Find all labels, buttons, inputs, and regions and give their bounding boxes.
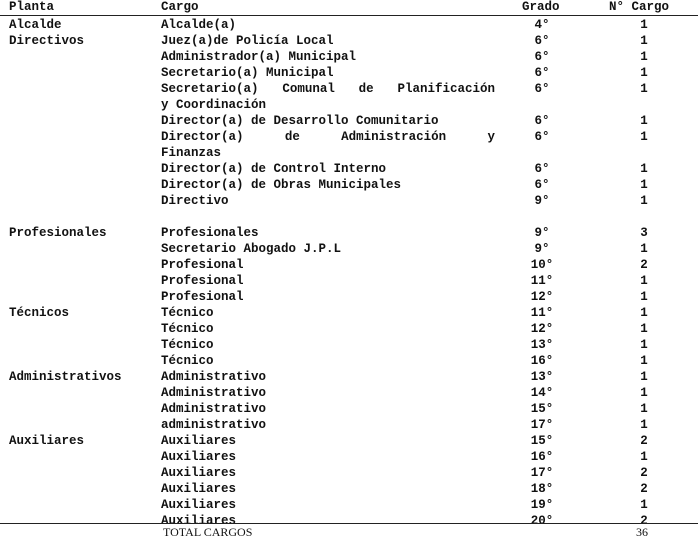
table-row bbox=[0, 49, 698, 65]
table-row bbox=[0, 337, 698, 353]
cargo-cell-continuation: Finanzas bbox=[161, 146, 222, 160]
table-row bbox=[0, 257, 698, 273]
num-cargo-cell: 1 bbox=[640, 66, 648, 80]
table-row bbox=[0, 33, 698, 49]
header-grado: Grado bbox=[522, 0, 560, 14]
table-row bbox=[0, 193, 698, 209]
num-cargo-cell: 1 bbox=[640, 82, 648, 96]
table-row bbox=[0, 465, 698, 481]
cargo-cell: Técnico bbox=[161, 322, 214, 336]
cargo-cell: Administrativo bbox=[161, 402, 267, 416]
table-row bbox=[0, 129, 698, 161]
total-label: TOTAL CARGOS bbox=[163, 525, 253, 539]
grado-cell: 6° bbox=[534, 114, 550, 128]
cargo-cell: Juez(a)de Policía Local bbox=[161, 34, 334, 48]
grado-cell: 9° bbox=[534, 194, 550, 208]
num-cargo-cell: 2 bbox=[640, 466, 648, 480]
num-cargo-cell: 1 bbox=[640, 498, 648, 512]
table-row bbox=[0, 369, 698, 385]
grado-cell: 11° bbox=[530, 274, 554, 288]
num-cargo-cell: 2 bbox=[640, 514, 648, 528]
grado-cell: 6° bbox=[534, 162, 550, 176]
cargo-cell: Administrativo bbox=[161, 386, 267, 400]
num-cargo-cell: 1 bbox=[640, 178, 648, 192]
grado-cell: 6° bbox=[534, 34, 550, 48]
num-cargo-cell: 1 bbox=[640, 274, 648, 288]
planta-cell: Auxiliares bbox=[9, 434, 85, 448]
num-cargo-cell: 1 bbox=[640, 450, 648, 464]
cargo-cell: Alcalde(a) bbox=[161, 18, 237, 32]
num-cargo-cell: 1 bbox=[640, 338, 648, 352]
table-row bbox=[0, 177, 698, 193]
table-row bbox=[0, 17, 698, 33]
grado-cell: 19° bbox=[530, 498, 554, 512]
grado-cell: 18° bbox=[530, 482, 554, 496]
grado-cell: 9° bbox=[534, 242, 550, 256]
planta-cell: Administrativos bbox=[9, 370, 122, 384]
table-row bbox=[0, 65, 698, 81]
cargo-cell: Auxiliares bbox=[161, 466, 237, 480]
grado-cell: 16° bbox=[530, 450, 554, 464]
num-cargo-cell: 2 bbox=[640, 434, 648, 448]
planta-cell: Directivos bbox=[9, 34, 85, 48]
num-cargo-cell: 1 bbox=[640, 34, 648, 48]
grado-cell: 6° bbox=[534, 82, 550, 96]
num-cargo-cell: 1 bbox=[640, 114, 648, 128]
grado-cell: 9° bbox=[534, 226, 550, 240]
cargo-cell: Auxiliares bbox=[161, 482, 237, 496]
num-cargo-cell: 1 bbox=[640, 130, 648, 144]
planta-cell: Profesionales bbox=[9, 226, 107, 240]
cargo-cell: Director(a) de Administración y bbox=[161, 130, 495, 144]
num-cargo-cell: 1 bbox=[640, 322, 648, 336]
cargo-cell: Secretario(a) Municipal bbox=[161, 66, 334, 80]
table-row bbox=[0, 305, 698, 321]
table-row bbox=[0, 289, 698, 305]
num-cargo-cell: 1 bbox=[640, 194, 648, 208]
grado-cell: 13° bbox=[530, 370, 554, 384]
num-cargo-cell: 1 bbox=[640, 354, 648, 368]
planta-cell: Alcalde bbox=[9, 18, 62, 32]
cargo-cell: Auxiliares bbox=[161, 514, 237, 528]
cargo-cell-continuation: y Coordinación bbox=[161, 98, 267, 112]
table-row bbox=[0, 241, 698, 257]
table-row bbox=[0, 481, 698, 497]
cargo-cell: Auxiliares bbox=[161, 498, 237, 512]
num-cargo-cell: 1 bbox=[640, 162, 648, 176]
table-row bbox=[0, 81, 698, 113]
num-cargo-cell: 2 bbox=[640, 258, 648, 272]
cargo-cell: Administrativo bbox=[161, 370, 267, 384]
num-cargo-cell: 1 bbox=[640, 402, 648, 416]
table-row bbox=[0, 161, 698, 177]
grado-cell: 20° bbox=[530, 514, 554, 528]
cargo-cell: Auxiliares bbox=[161, 450, 237, 464]
cargo-cell: Técnico bbox=[161, 338, 214, 352]
cargo-cell: Director(a) de Obras Municipales bbox=[161, 178, 402, 192]
cargo-cell: Administrador(a) Municipal bbox=[161, 50, 357, 64]
grado-cell: 6° bbox=[534, 130, 550, 144]
table-row bbox=[0, 433, 698, 449]
num-cargo-cell: 2 bbox=[640, 482, 648, 496]
grado-cell: 12° bbox=[530, 322, 554, 336]
cargo-cell: Directivo bbox=[161, 194, 229, 208]
cargo-cell: Profesionales bbox=[161, 226, 259, 240]
cargo-cell: Director(a) de Desarrollo Comunitario bbox=[161, 114, 439, 128]
grado-cell: 4° bbox=[534, 18, 550, 32]
cargo-cell: Técnico bbox=[161, 306, 214, 320]
planta-cell: Técnicos bbox=[9, 306, 70, 320]
num-cargo-cell: 1 bbox=[640, 242, 648, 256]
cargo-cell: Profesional bbox=[161, 258, 244, 272]
header-cargo: Cargo bbox=[161, 0, 199, 14]
num-cargo-cell: 1 bbox=[640, 290, 648, 304]
cargo-cell: Director(a) de Control Interno bbox=[161, 162, 387, 176]
grado-cell: 6° bbox=[534, 66, 550, 80]
grado-cell: 14° bbox=[530, 386, 554, 400]
table-row bbox=[0, 225, 698, 241]
num-cargo-cell: 1 bbox=[640, 386, 648, 400]
num-cargo-cell: 1 bbox=[640, 50, 648, 64]
table-row bbox=[0, 401, 698, 417]
grado-cell: 10° bbox=[530, 258, 554, 272]
num-cargo-cell: 3 bbox=[640, 226, 648, 240]
grado-cell: 17° bbox=[530, 466, 554, 480]
grado-cell: 12° bbox=[530, 290, 554, 304]
cargo-cell: Profesional bbox=[161, 290, 244, 304]
table-row bbox=[0, 497, 698, 513]
cargo-cell: Auxiliares bbox=[161, 434, 237, 448]
num-cargo-cell: 1 bbox=[640, 370, 648, 384]
grado-cell: 6° bbox=[534, 178, 550, 192]
num-cargo-cell: 1 bbox=[640, 418, 648, 432]
header-planta: Planta bbox=[9, 0, 55, 14]
table-row bbox=[0, 273, 698, 289]
header-num-cargo: N° Cargo bbox=[609, 0, 670, 14]
table-row bbox=[0, 353, 698, 369]
table-row bbox=[0, 513, 698, 529]
cargo-cell: administrativo bbox=[161, 418, 267, 432]
grado-cell: 15° bbox=[530, 402, 554, 416]
grado-cell: 15° bbox=[530, 434, 554, 448]
table-row bbox=[0, 417, 698, 433]
cargo-cell: Técnico bbox=[161, 354, 214, 368]
total-value: 36 bbox=[636, 525, 648, 539]
num-cargo-cell: 1 bbox=[640, 18, 648, 32]
cargo-cell: Secretario(a) Comunal de Planificación bbox=[161, 82, 495, 96]
grado-cell: 6° bbox=[534, 50, 550, 64]
table-row bbox=[0, 449, 698, 465]
grado-cell: 11° bbox=[530, 306, 554, 320]
total-rule bbox=[0, 523, 698, 524]
table-row bbox=[0, 385, 698, 401]
cargo-cell: Profesional bbox=[161, 274, 244, 288]
cargo-cell: Secretario Abogado J.P.L bbox=[161, 242, 342, 256]
grado-cell: 16° bbox=[530, 354, 554, 368]
grado-cell: 17° bbox=[530, 418, 554, 432]
table-row bbox=[0, 321, 698, 337]
num-cargo-cell: 1 bbox=[640, 306, 648, 320]
table-row bbox=[0, 113, 698, 129]
grado-cell: 13° bbox=[530, 338, 554, 352]
